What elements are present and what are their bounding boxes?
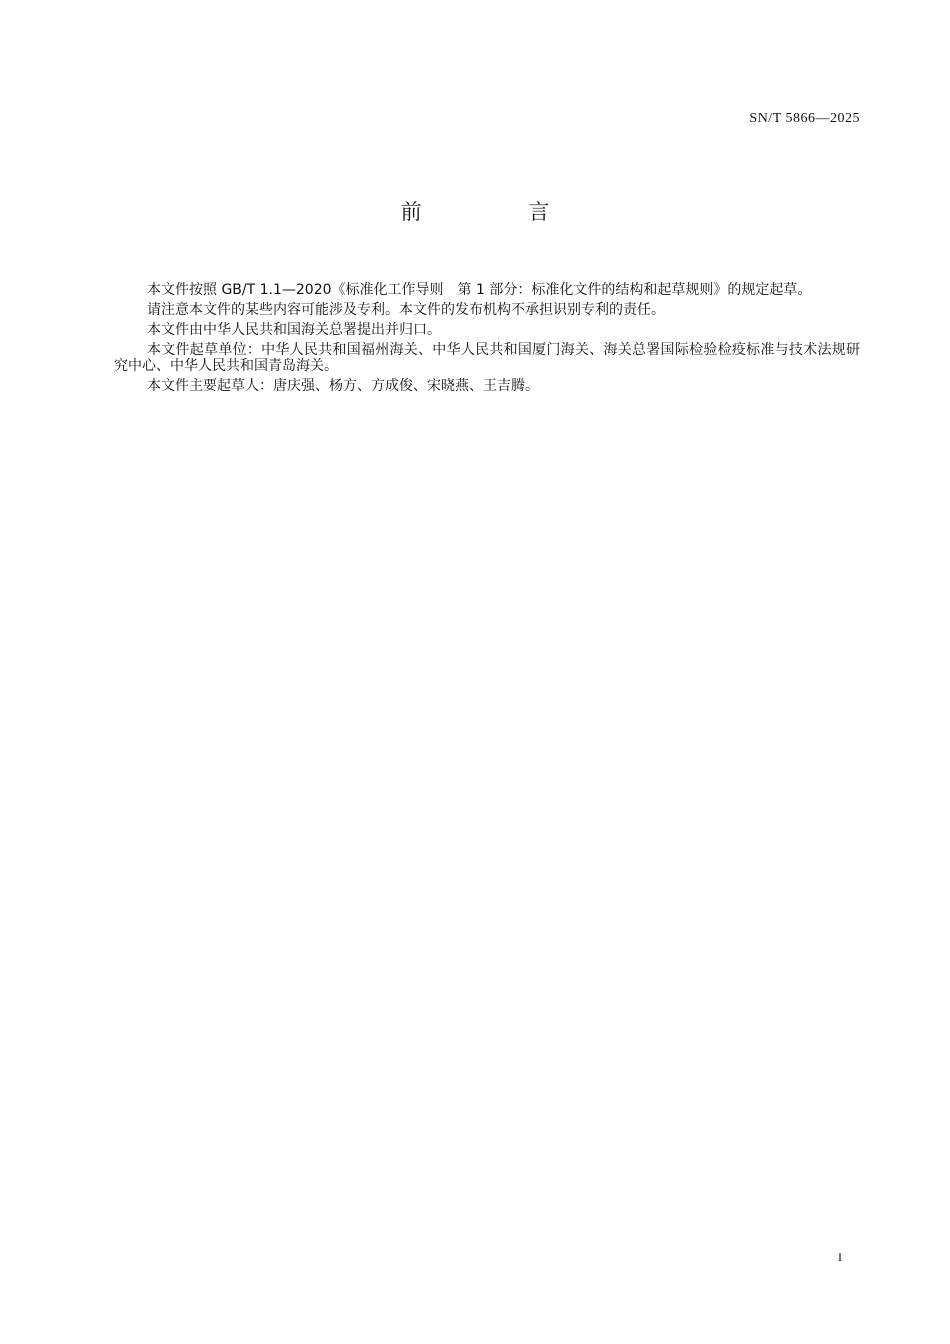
paragraph-patent-notice: 请注意本文件的某些内容可能涉及专利。本文件的发布机构不承担识别专利的责任。 xyxy=(147,302,665,318)
foreword-body xyxy=(114,282,860,398)
paragraph-proposer: 本文件由中华人民共和国海关总署提出并归口。 xyxy=(147,322,441,338)
paragraph-drafting-rules: 本文件按照 GB/T 1.1—2020《标准化工作导则 第 1 部分：标准化文件的结构和起草规则》的规定起草。 xyxy=(147,282,812,298)
paragraph-drafters: 本文件主要起草人：唐庆强、杨方、方成俊、宋晓燕、王吉腾。 xyxy=(147,378,539,394)
page-number: I xyxy=(838,1250,842,1264)
page-title: 前 言 xyxy=(400,200,600,224)
paragraph-drafting-units: 本文件起草单位：中华人民共和国福州海关、中华人民共和国厦门海关、海关总署国际检验检疫标准与技术法规研究中心、中华人民共和国青岛海关。 xyxy=(114,342,860,374)
document-code: SN/T 5866—2025 xyxy=(749,111,860,126)
